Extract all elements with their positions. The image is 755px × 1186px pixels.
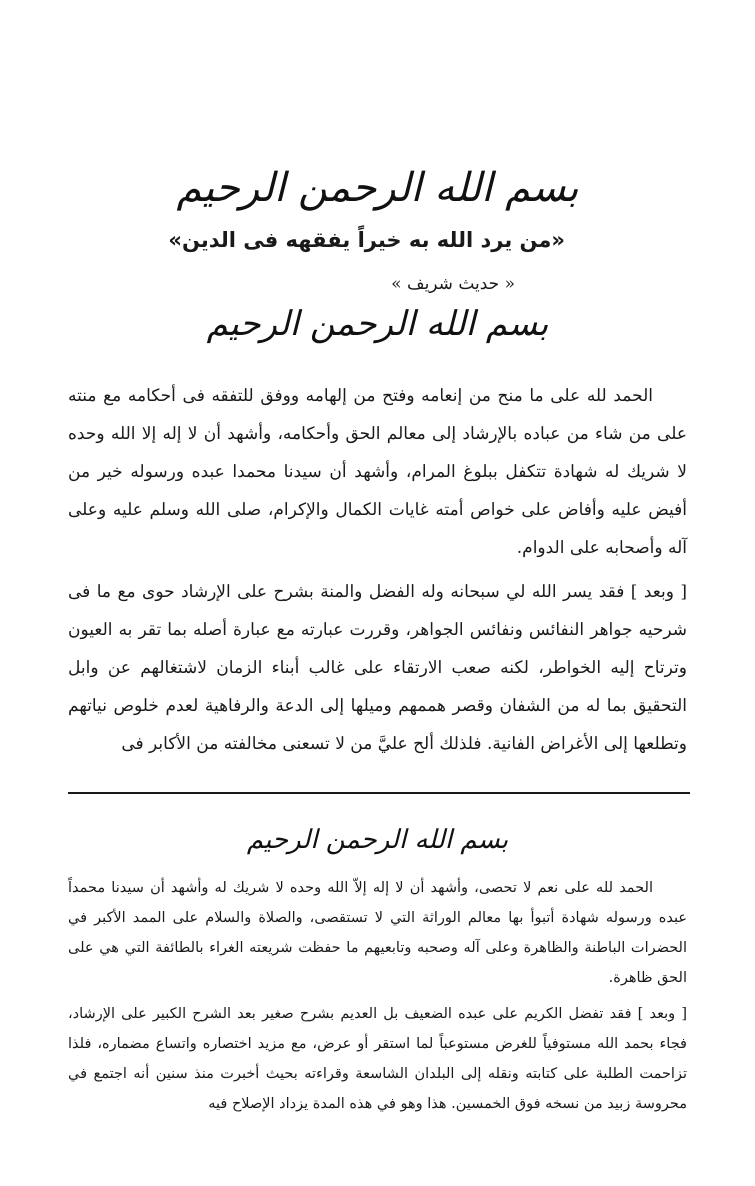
lower-text-block (68, 873, 687, 1119)
hadith-source: « حديث شريف » (391, 274, 515, 294)
upper-paragraph-1 (68, 377, 687, 567)
lower-paragraph-1 (68, 873, 687, 993)
basmala-text: بسم الله الرحمن الرحيم (176, 165, 579, 211)
paragraph-text: الحمد لله على ما منح من إنعامه وفتح من إلهامه ووفق للتفقه فى أحكامه مع منته على من شاء من عباده بالإرشاد إلى معالم الحق وأحكامه، وأشهد أن لا إله إلا الله وحده لا شريك له شهادة تتكفل ببلوغ المرام، وأشهد أن سيدنا محمدا عبده ورسوله خير من أفيض عليه وأفاض على خواص أمته غايات الكمال والإكرام، صلى الله وسلم عليه وعلى آله وأصحابه على الدوام. (68, 386, 687, 558)
paragraph-text: [ وبعد ] فقد تفضل الكريم على عبده الضعيف بل العديم بشرح صغير بعد الشرح الكبير على الإرشاد، فجاء بحمد الله مستوفياً للغرض مستوعباً لما استقر أو عرض، مع مزيد اختصاره واتساع مضماره، فلذا تزاحمت الطلبة على كتابته ونقله إلى البلدان الشاسعة وقراءته بحيث أخبرت منذ سنين أنه اجتمع في محروسة زبيد من نسخه فوق الخمسين. هذا وهو في هذه المدة يزداد الإصلاح فيه (68, 1006, 687, 1112)
basmala-calligraphy-large (0, 165, 755, 211)
divider-rule (68, 792, 690, 794)
hadith-quote: «من يرد الله به خيراً يفقهه فى الدين» (168, 228, 565, 252)
paragraph-text: [ وبعد ] فقد يسر الله لي سبحانه وله الفضل والمنة بشرح على الإرشاد حوى مع ما فى شرحيه جواهر النفائس ونفائس الجواهر، وقررت عبارته مع عبارة أصله بما تقر به العيون وترتاح إليه الخواطر، لكنه صعب الارتقاء على غالب أبناء الزمان لاشتغالهم عن وابل التحقيق بما له من الشفان وقصر هممهم وميلها إلى الدعة والرفاهية لعدم خلوص نياتهم وتطلعها إلى الأغراض الفانية. فلذلك ألح عليَّ من لا تسعنى مخالفته من الأكابر فى (68, 582, 687, 754)
basmala-calligraphy-medium (0, 304, 755, 344)
basmala-text: بسم الله الرحمن الرحيم (246, 825, 509, 855)
paragraph-text: الحمد لله على نعم لا تحصى، وأشهد أن لا إله إلاّ الله وحده لا شريك له وأشهد أن سيدنا محمداً عبده ورسوله شهادة أتبوأ بها معالم الوراثة التي لا تستقصى، والصلاة والسلام على الممد الأكبر في الحضرات الباطنة والظاهرة وعلى آله وصحبه وتابعيهم ما حفظت شريعته الغراء بالطائفة التي هي على الحق ظاهرة. (68, 880, 687, 986)
upper-paragraph-2 (68, 573, 687, 763)
upper-text-block (68, 377, 687, 763)
basmala-text: بسم الله الرحمن الرحيم (206, 304, 549, 344)
lower-paragraph-2 (68, 999, 687, 1119)
basmala-calligraphy-small (0, 825, 755, 855)
